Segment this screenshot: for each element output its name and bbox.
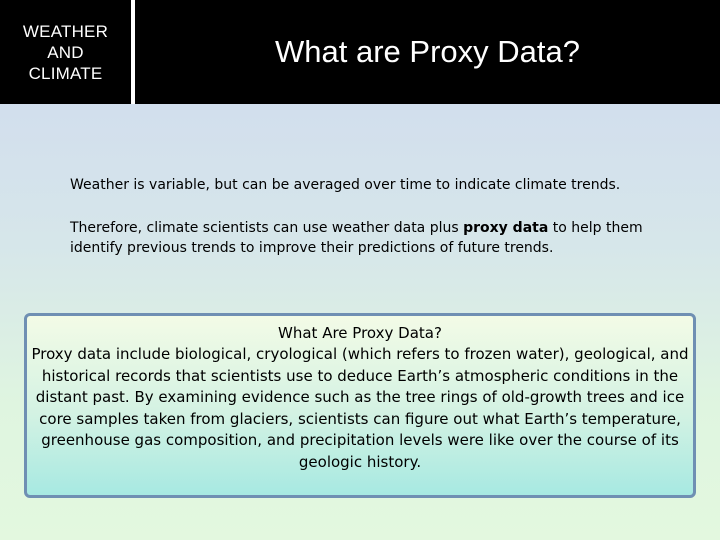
paragraph-weather-variable: Weather is variable, but can be averaged over time to indicate climate trends. xyxy=(70,177,621,193)
header-bar xyxy=(0,0,720,104)
section-label xyxy=(0,0,131,104)
paragraph-proxy-data-intro xyxy=(70,218,670,258)
paragraph-text-end: to help them identify previous trends to improve their predictions of future trends. xyxy=(70,220,643,256)
callout-body: Proxy data include biological, cryological (which refers to frozen water), geological, and historical records that scientists use to deduce Earth’s atmospheric conditions in the distant past. By examining evidence such as the tree rings of old-growth trees and ice core samples taken from glaciers, scientists can figure out what Earth’s temperature, greenhouse gas composition, and precipitation levels were like over the course of its geologic history. xyxy=(31,345,689,471)
callout-title: What Are Proxy Data? xyxy=(278,324,442,342)
section-label-text: WEATHER AND CLIMATE xyxy=(22,21,109,83)
proxy-data-emphasis: proxy data xyxy=(463,220,549,236)
slide-title: What are Proxy Data? xyxy=(275,34,580,69)
paragraph-text-start: Therefore, climate scientists can use weather data plus xyxy=(70,220,464,236)
proxy-data-callout-box xyxy=(24,313,696,498)
